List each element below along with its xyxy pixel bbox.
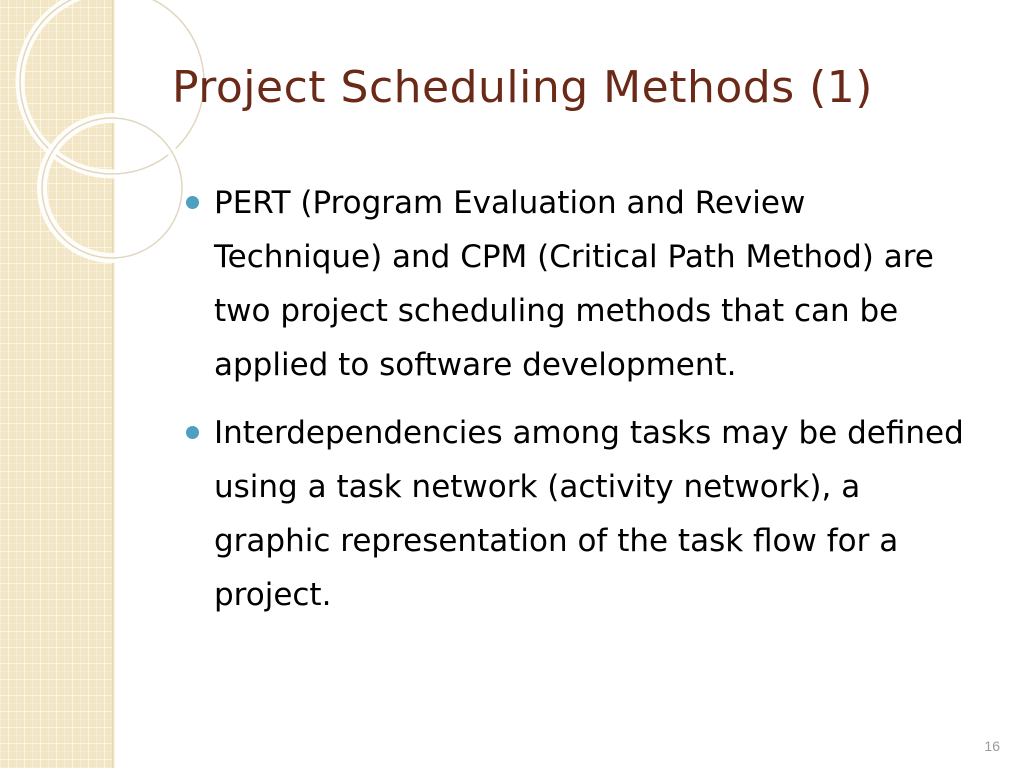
bullet-dot-icon [186, 426, 199, 439]
decorative-ring-small-outline [42, 118, 182, 258]
page-number: 16 [984, 738, 1000, 754]
bullet-item [182, 406, 982, 622]
bullet-dot-icon [186, 196, 199, 209]
bullet-item [182, 176, 982, 392]
bullet-text: Interdependencies among tasks may be defined using a task network (activity network), a graphic representation of the task flow for a project. [214, 415, 964, 613]
bullet-list [182, 176, 982, 636]
slide-title: Project Scheduling Methods (1) [172, 62, 873, 113]
bullet-text: PERT (Program Evaluation and Review Technique) and CPM (Critical Path Method) are two project scheduling methods that can be applied to software development. [214, 185, 934, 383]
